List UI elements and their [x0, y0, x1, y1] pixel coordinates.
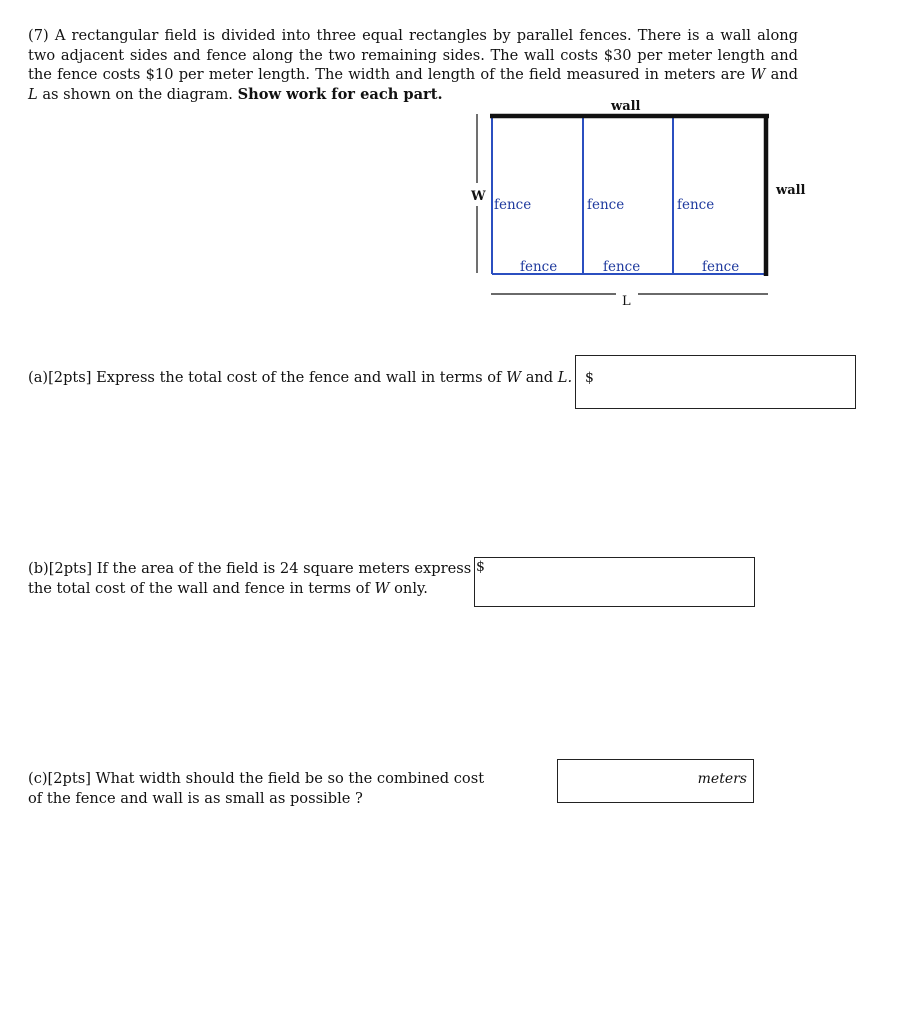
fence-label-left: fence	[494, 197, 532, 213]
part-c-text-1: What width should the field be so the combined cost	[95, 770, 485, 787]
part-b-var-w: W	[374, 579, 390, 597]
fence-bottom-label-3: fence	[702, 259, 740, 275]
wall-top-label: wall	[611, 99, 641, 114]
problem-number: (7)	[28, 27, 49, 44]
part-a-answer-box[interactable]	[575, 355, 856, 409]
part-a-label: (a)[2pts]	[28, 369, 92, 386]
fence-label-middle: fence	[587, 197, 625, 213]
length-label: L	[622, 294, 631, 309]
show-work-instruction: Show work for each part.	[237, 85, 443, 103]
part-a-var-l: L.	[557, 369, 573, 386]
part-b-text-2: the total cost of the wall and fence in terms of	[28, 579, 370, 597]
fence-bottom-label-2: fence	[603, 259, 641, 275]
fence-bottom-label-1: fence	[520, 259, 558, 275]
var-l: L	[28, 85, 38, 103]
part-b-label: (b)[2pts]	[28, 560, 93, 577]
var-w: W	[750, 66, 766, 83]
part-a-question	[28, 368, 572, 388]
part-c-question	[28, 769, 484, 808]
and-word: and	[770, 66, 799, 83]
problem-text-2: as shown on the diagram.	[42, 85, 233, 103]
fence-label-right: fence	[677, 197, 715, 213]
part-a-var-w: W	[506, 369, 522, 386]
part-c-text-2: of the fence and wall is as small as possible ?	[28, 789, 363, 807]
part-b-question	[28, 559, 471, 598]
part-b-only: only.	[394, 579, 428, 597]
part-b-answer-box[interactable]	[474, 557, 755, 607]
part-b-text-1: If the area of the field is 24 square meters express	[96, 560, 472, 577]
part-c-answer-box[interactable]	[557, 759, 754, 803]
part-a-dollar-prefix: $	[585, 370, 594, 386]
part-c-label: (c)[2pts]	[28, 770, 91, 787]
part-b-dollar-prefix: $	[476, 559, 485, 575]
part-a-text: Express the total cost of the fence and wall in terms of	[96, 369, 502, 386]
width-label: W	[471, 189, 486, 204]
field-diagram	[0, 0, 900, 320]
wall-right-label: wall	[776, 183, 806, 198]
part-a-and: and	[525, 369, 554, 386]
part-c-meters-suffix: meters	[697, 771, 747, 787]
problem-text-1: A rectangular field is divided into three equal rectangles by parallel fences. There is a wall along two adjacent sides and fence along the two remaining sides. The wall costs $30 per meter length and the fence costs $10 per meter length. The width and length of the field measured in meters are	[28, 27, 798, 83]
